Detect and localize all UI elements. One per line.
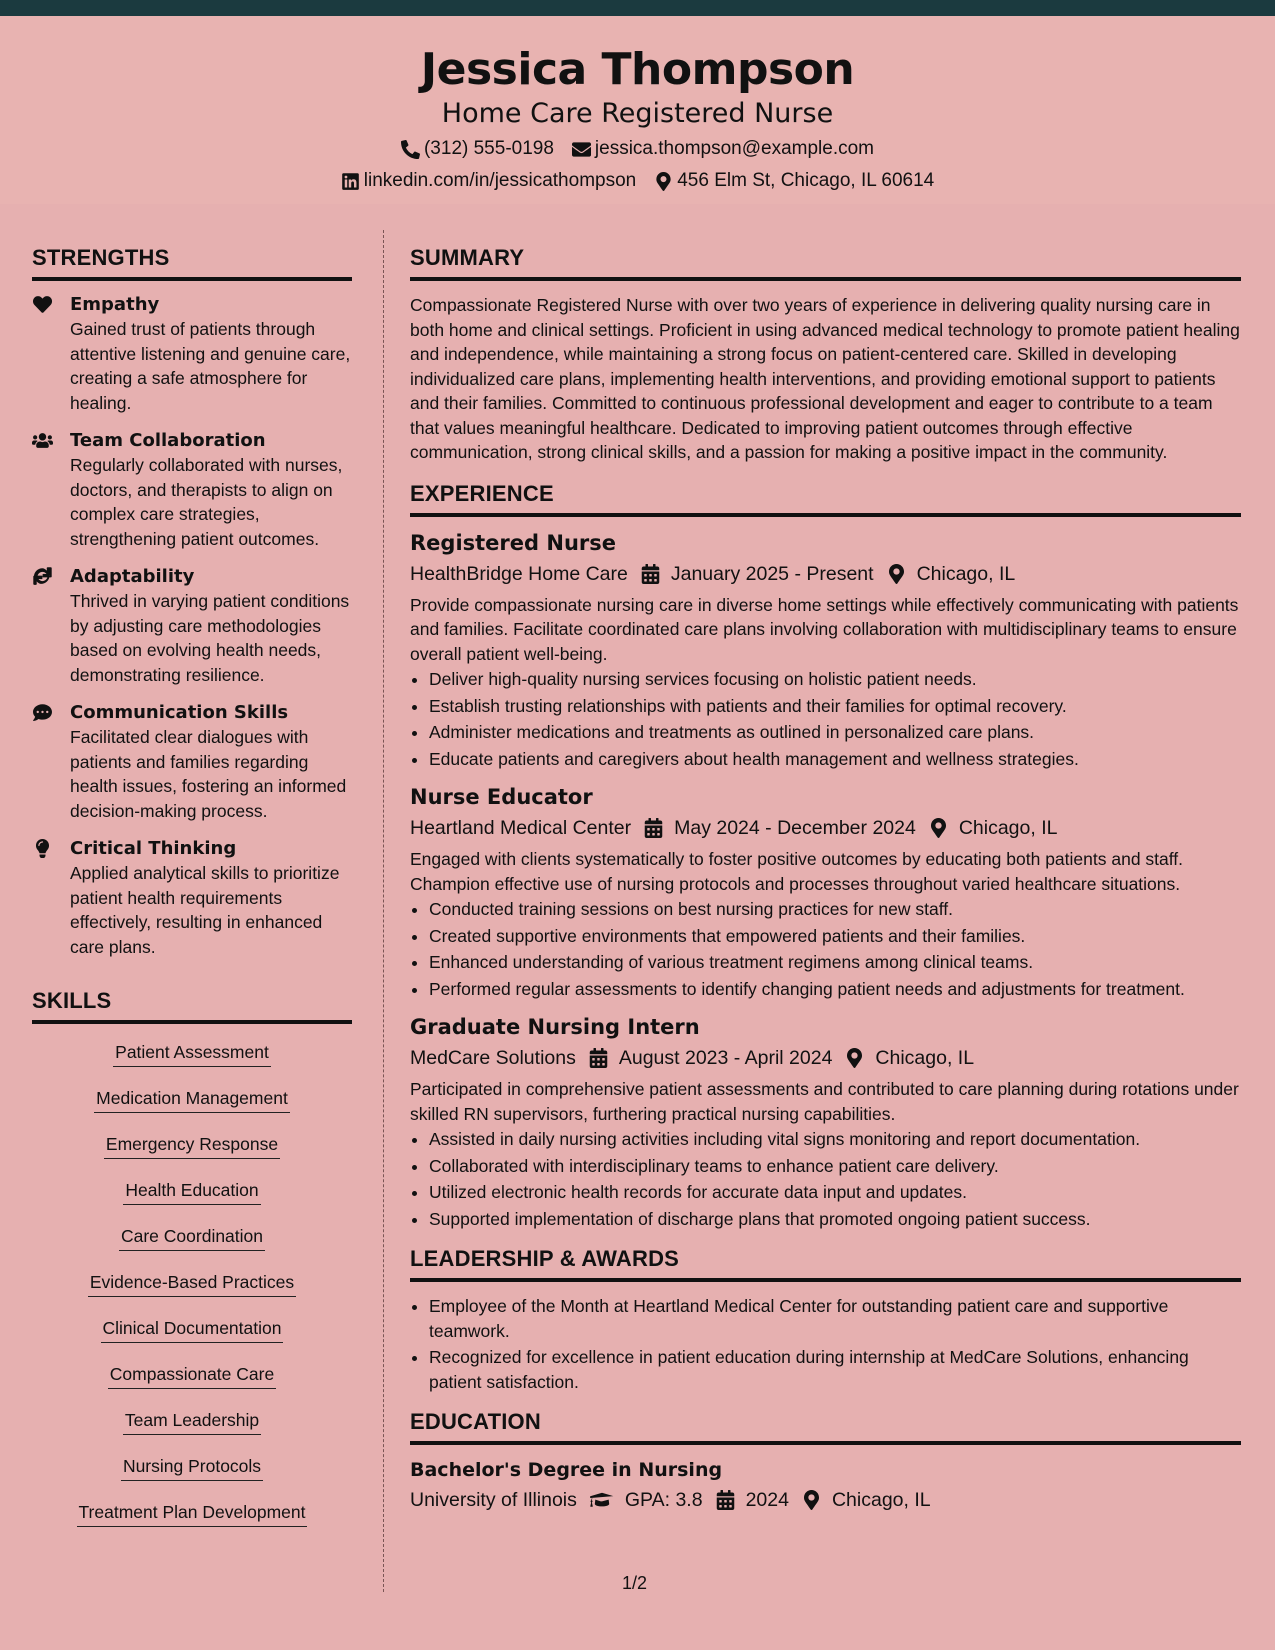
strength-title: Empathy [70, 294, 160, 315]
awards-heading: LEADERSHIP & AWARDS [410, 1245, 1241, 1282]
education-meta [410, 1485, 1241, 1515]
skills-heading: SKILLS [32, 987, 352, 1024]
skill-item: Health Education [123, 1178, 260, 1205]
job-bullets [410, 897, 1241, 1001]
job-description: Provide compassionate nursing care in diverse home settings while effectively communicating with patients and families. Facilitate coordinated care plans involving collaboration with multidisciplinary teams to ensure overall patient well-being. [410, 594, 1239, 664]
job-location: Chicago, IL [875, 1047, 975, 1069]
calendar-icon [641, 564, 660, 584]
award-item: • Recognized for excellence in patient education during internship at MedCare Solutions, enhancing patient satisfaction. [429, 1345, 1241, 1394]
map-marker-icon [654, 172, 673, 191]
strength-title: Adaptability [70, 566, 195, 587]
strength-item [32, 429, 352, 551]
job-bullet: • Assisted in daily nursing activities including vital signs monitoring and report documentation. [429, 1127, 1241, 1152]
skill-item: Team Leadership [123, 1408, 261, 1435]
resume-header [0, 16, 1275, 204]
job-bullet: • Administer medications and treatments as outlined in personalized care plans. [429, 720, 1241, 745]
email-contact[interactable] [572, 135, 874, 163]
calendar-icon [716, 1490, 735, 1510]
column-divider [383, 230, 384, 1592]
job-location: Chicago, IL [916, 562, 1016, 585]
job-bullets [410, 1127, 1241, 1231]
job-description: Engaged with clients systematically to foster positive outcomes by educating both patients and staff. Champion effective use of nursing protocols and processes throughout varied healthcare situations. [410, 849, 1184, 894]
job-company: Heartland Medical Center [410, 817, 632, 839]
job-dates: May 2024 - December 2024 [674, 817, 916, 839]
strength-title: Team Collaboration [70, 430, 266, 451]
left-column [32, 244, 352, 1546]
job-bullet: • Created supportive environments that empowered patients and their families. [429, 924, 1241, 949]
awards-list [410, 1294, 1241, 1394]
job-description: Participated in comprehensive patient assessments and contributed to care planning during rotations under skilled RN supervisors, furthering practical nursing capabilities. [410, 1079, 1239, 1124]
linkedin-icon [341, 172, 360, 191]
top-bar [0, 0, 1275, 16]
job-location: Chicago, IL [958, 817, 1058, 839]
job-title: Nurse Educator [410, 785, 593, 809]
skills-list [32, 1040, 352, 1546]
strength-description: Thrived in varying patient conditions by adjusting care methodologies based on evolving health needs, demonstrating resilience. [70, 591, 350, 685]
candidate-role: Home Care Registered Nurse [441, 98, 834, 129]
strength-title: Critical Thinking [70, 838, 237, 859]
job-meta [410, 1043, 1241, 1073]
page-number: 1/2 [622, 1573, 648, 1593]
education-location: Chicago, IL [831, 1489, 931, 1511]
education-gpa: GPA: 3.8 [624, 1489, 703, 1511]
envelope-icon [572, 140, 591, 159]
job-bullet: • Collaborated with interdisciplinary teams to enhance patient care delivery. [429, 1154, 1241, 1179]
contact-line-2 [0, 167, 1275, 195]
job-bullet: • Performed regular assessments to identify changing patient needs and adjustments for treatment. [429, 977, 1241, 1002]
map-marker-icon [887, 564, 906, 584]
skill-item: Treatment Plan Development [77, 1500, 308, 1527]
job-entry [410, 529, 1241, 772]
skill-item: Medication Management [94, 1086, 290, 1113]
email-text: jessica.thompson@example.com [594, 138, 874, 159]
education-heading: EDUCATION [410, 1408, 1241, 1445]
job-bullet: • Utilized electronic health records for accurate data input and updates. [429, 1180, 1241, 1205]
job-dates: August 2023 - April 2024 [618, 1047, 833, 1069]
education-degree: Bachelor's Degree in Nursing [410, 1459, 723, 1481]
job-meta [410, 813, 1241, 843]
strength-item [32, 701, 352, 823]
skill-item: Emergency Response [104, 1132, 280, 1159]
summary-heading: SUMMARY [410, 244, 1241, 281]
calendar-icon [589, 1048, 608, 1068]
skill-item: Compassionate Care [108, 1362, 276, 1389]
job-company: HealthBridge Home Care [410, 562, 628, 585]
education-year: 2024 [745, 1489, 789, 1511]
comment-dots-icon [32, 703, 53, 722]
heart-icon [32, 295, 53, 314]
lightbulb-icon [32, 839, 53, 858]
phone-contact [401, 135, 554, 163]
strength-description: Gained trust of patients through attentive listening and genuine care, creating a safe atmosphere for healing. [70, 319, 351, 413]
skill-item: Evidence-Based Practices [88, 1270, 296, 1297]
job-dates: January 2025 - Present [670, 562, 874, 585]
linkedin-contact[interactable] [341, 167, 636, 195]
skill-item: Patient Assessment [113, 1040, 271, 1067]
phone-text: (312) 555-0198 [423, 138, 554, 159]
sync-icon [32, 567, 53, 586]
job-bullets [410, 667, 1241, 771]
education-school: University of Illinois [410, 1489, 577, 1511]
strength-item [32, 837, 352, 959]
address-contact [654, 167, 934, 195]
job-entry [410, 783, 1241, 1001]
map-marker-icon [802, 1490, 821, 1510]
skill-item: Nursing Protocols [121, 1454, 263, 1481]
address-text: 456 Elm St, Chicago, IL 60614 [677, 170, 935, 191]
job-title: Registered Nurse [410, 530, 616, 555]
award-item: • Employee of the Month at Heartland Medical Center for outstanding patient care and supportive teamwork. [429, 1294, 1241, 1343]
right-column [410, 244, 1241, 1519]
graduation-cap-icon [590, 1490, 614, 1510]
job-company: MedCare Solutions [410, 1047, 576, 1069]
skill-item: Clinical Documentation [101, 1316, 284, 1343]
map-marker-icon [929, 818, 948, 838]
skill-item: Care Coordination [119, 1224, 265, 1251]
strength-description: Regularly collaborated with nurses, doctors, and therapists to align on complex care strategies, strengthening patient outcomes. [70, 455, 343, 549]
strength-title: Communication Skills [70, 702, 289, 723]
contact-line-1 [0, 135, 1275, 163]
job-bullet: • Conducted training sessions on best nursing practices for new staff. [429, 897, 1241, 922]
job-bullet: • Enhanced understanding of various treatment regimens among clinical teams. [429, 950, 1241, 975]
strength-description: Applied analytical skills to prioritize patient health requirements effectively, resulting in enhanced care plans. [70, 863, 340, 957]
strengths-heading: STRENGTHS [32, 244, 352, 281]
job-bullet: • Supported implementation of discharge plans that promoted ongoing patient success. [429, 1207, 1241, 1232]
summary-text: Compassionate Registered Nurse with over two years of experience in delivering quality nursing care in both home and clinical settings. Proficient in using advanced medical technology to promote patient healing and independence, while maintaining a strong focus on patient-centered care. Skilled in developing individualized care plans, implementing health interventions, and providing emotional support to patients and their families. Committed to continuous professional development and eager to contribute to a team that values meaningful healthcare. Dedicated to improving patient outcomes through effective communication, strong clinical skills, and a passion for making a positive impact in the community. [410, 295, 1240, 462]
job-bullet: • Educate patients and caregivers about health management and wellness strategies. [429, 747, 1241, 772]
job-meta [410, 559, 1241, 589]
strength-item [32, 565, 352, 687]
experience-heading: EXPERIENCE [410, 480, 1241, 517]
linkedin-text: linkedin.com/in/jessicathompson [363, 170, 637, 191]
map-marker-icon [845, 1048, 864, 1068]
candidate-name: Jessica Thompson [420, 44, 855, 95]
strength-item [32, 293, 352, 415]
job-entry [410, 1013, 1241, 1231]
calendar-icon [644, 818, 663, 838]
job-bullet: • Deliver high-quality nursing services focusing on holistic patient needs. [429, 667, 1241, 692]
strength-description: Facilitated clear dialogues with patients and families regarding health issues, fostering an informed decision-making process. [70, 727, 347, 821]
users-icon [32, 431, 53, 450]
job-bullet: • Establish trusting relationships with patients and their families for optimal recovery. [429, 694, 1241, 719]
job-title: Graduate Nursing Intern [410, 1015, 700, 1039]
phone-icon [401, 140, 420, 159]
